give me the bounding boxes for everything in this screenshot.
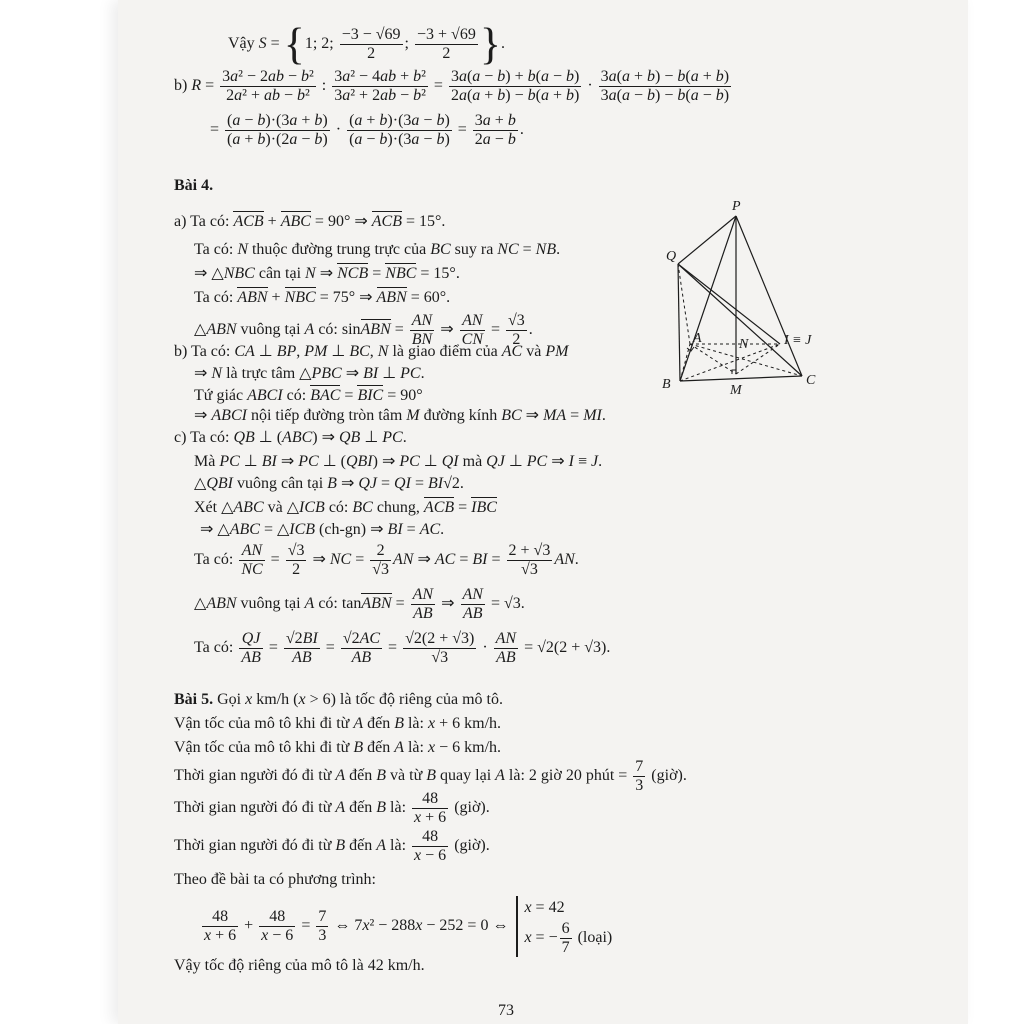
segment-am — [690, 344, 736, 374]
label-a: A — [693, 331, 702, 346]
page-number: 73 — [498, 1002, 514, 1019]
part-c-line-4: Xét △ABC và △ICB có: BC chung, ACB = IBC — [194, 499, 497, 516]
exercise-5-line-5: Thời gian người đó đi từ A đến B là: $\frac{48}{x + 6}$ (giờ). — [174, 790, 490, 826]
part-c-line-1: c) Ta có: QB ⊥ (ABC) ⇒ QB ⊥ PC. — [174, 429, 407, 446]
segment-pb — [680, 216, 736, 381]
part-c-line-5: ⇒ △ABC = △ICB (ch-gn) ⇒ BI = AC. — [200, 521, 445, 538]
label-c: C — [806, 373, 816, 388]
solution-set-line: Vậy S = {1; 2; $\frac{-3 - √69}{2}$ ; $\frac{-3 + √69}{2}$ }. — [228, 19, 505, 69]
label-n: N — [739, 337, 749, 352]
exercise-5-line-4: Thời gian người đó đi từ A đến B và từ B quay lại A là: 2 giờ 20 phút = $\frac{7}{3}$ (giờ). — [174, 758, 687, 794]
part-b-line-1: b) Ta có: CA ⊥ BP, PM ⊥ BC, N là giao điểm của AC và PM — [174, 343, 569, 360]
part-a-line-4: Ta có: ABN + NBC = 75° ⇒ ABN = 60°. — [194, 289, 451, 306]
segment-qb — [678, 264, 680, 381]
part-c-line-7: △ABN vuông tại A có: tanABN = $\frac{AN}{AB}$ ⇒ $\frac{AN}{AB}$ = √3. — [194, 586, 525, 622]
part-b-line-3: Tứ giác ABCI có: BAC = BIC = 90° — [194, 387, 423, 404]
exercise-5-equation: $\frac{48}{x + 6}$ + $\frac{48}{x - 6}$ = $\frac{7}{3}$ ⇔ 7x² − 288x − 252 = 0 ⇔ x = 42 x = − $\frac{6}{7}$ (loại) — [200, 896, 612, 957]
part-a-line-3: ⇒ △NBC cân tại N ⇒ NCB = NBC = 15°. — [194, 265, 460, 282]
segment-bi — [680, 344, 780, 381]
exercise-5-line-3: Vận tốc của mô tô khi đi từ B đến A là: x − 6 km/h. — [174, 739, 502, 756]
segment-pc — [736, 216, 802, 376]
part-a-line-1: a) Ta có: ACB + ABC = 90° ⇒ ACB = 15°. — [174, 213, 446, 230]
part-c-line-2: Mà PC ⊥ BI ⇒ PC ⊥ (QBI) ⇒ PC ⊥ QI mà QJ ⊥ PC ⇒ I ≡ J. — [194, 453, 603, 470]
exercise-4-heading: Bài 4. — [174, 177, 214, 194]
label-m: M — [730, 383, 742, 398]
part-a-line-5: △ABN vuông tại A có: sinABN = $\frac{AN}{BN}$ ⇒ $\frac{AN}{CN}$ = $\frac{√3}{2}$ . — [194, 312, 533, 348]
part-a-line-2: Ta có: N thuộc đường trung trực của BC suy ra NC = NB. — [194, 241, 561, 258]
label-q: Q — [666, 249, 677, 264]
exercise-5-line-1: Bài 5. Gọi x km/h (x > 6) là tốc độ riêng của mô tô. — [174, 691, 503, 708]
part-c-line-3: △QBI vuông cân tại B ⇒ QJ = QI = BI√2. — [194, 475, 464, 492]
part-c-line-8: Ta có: $\frac{QJ}{AB}$ = $\frac{√2BI}{AB}$ = $\frac{√2AC}{AB}$ = $\frac{√2(2 + √3)}{√3}$ · $\frac{AN}{AB}$ = √2(2 + √3). — [194, 630, 611, 666]
expression-r-line: b) R = $\frac{\text{3a² − 2ab − b²}}{\text{2a² + ab − b²}}$ : $\frac{\text{3a² − 4ab + b²}}{\text{3a² + 2ab − b²}}$ = $\frac{3a(a - b) + b(a - b)}{2a(a + b) - b(a + b)}$ · $\frac{3a(a + b) - b(a + b)}{3a(a - b) - b(a - b)}$ — [174, 68, 730, 104]
part-b-line-2: ⇒ N là trực tâm △PBC ⇒ BI ⊥ PC. — [194, 365, 425, 382]
expression-r-result-line: = $\frac{(a - b)\cdot(3a + b)}{(a + b)\cdot(2a - b)}$ · $\frac{(a + b)\cdot(3a - b)}{(a - b)\cdot(3a - b)}$ = $\frac{3a + b}{2a - b}$ . — [210, 112, 524, 148]
label-i-j: I ≡ J — [784, 333, 812, 348]
exercise-5-line-7: Theo đề bài ta có phương trình: — [174, 871, 376, 888]
segment-bc — [680, 376, 802, 381]
label-b: B — [662, 377, 671, 392]
part-c-line-6: Ta có: $\frac{AN}{NC}$ = $\frac{√3}{2}$ ⇒ NC = $\frac{2}{√3}$ AN ⇒ AC = BI = $\frac{2 + √3}{√3}$ AN. — [194, 542, 579, 578]
geometry-figure — [650, 196, 840, 406]
part-b-line-4: ⇒ ABCI nội tiếp đường tròn tâm M đường kính BC ⇒ MA = MI. — [194, 407, 606, 424]
label-p: P — [732, 199, 741, 214]
exercise-5-conclusion: Vậy tốc độ riêng của mô tô là 42 km/h. — [174, 957, 425, 974]
exercise-5-line-2: Vận tốc của mô tô khi đi từ A đến B là: x + 6 km/h. — [174, 715, 502, 732]
exercise-5-line-6: Thời gian người đó đi từ B đến A là: $\frac{48}{x - 6}$ (giờ). — [174, 828, 490, 864]
segment-qa — [678, 264, 690, 344]
segment-qc — [678, 264, 802, 376]
